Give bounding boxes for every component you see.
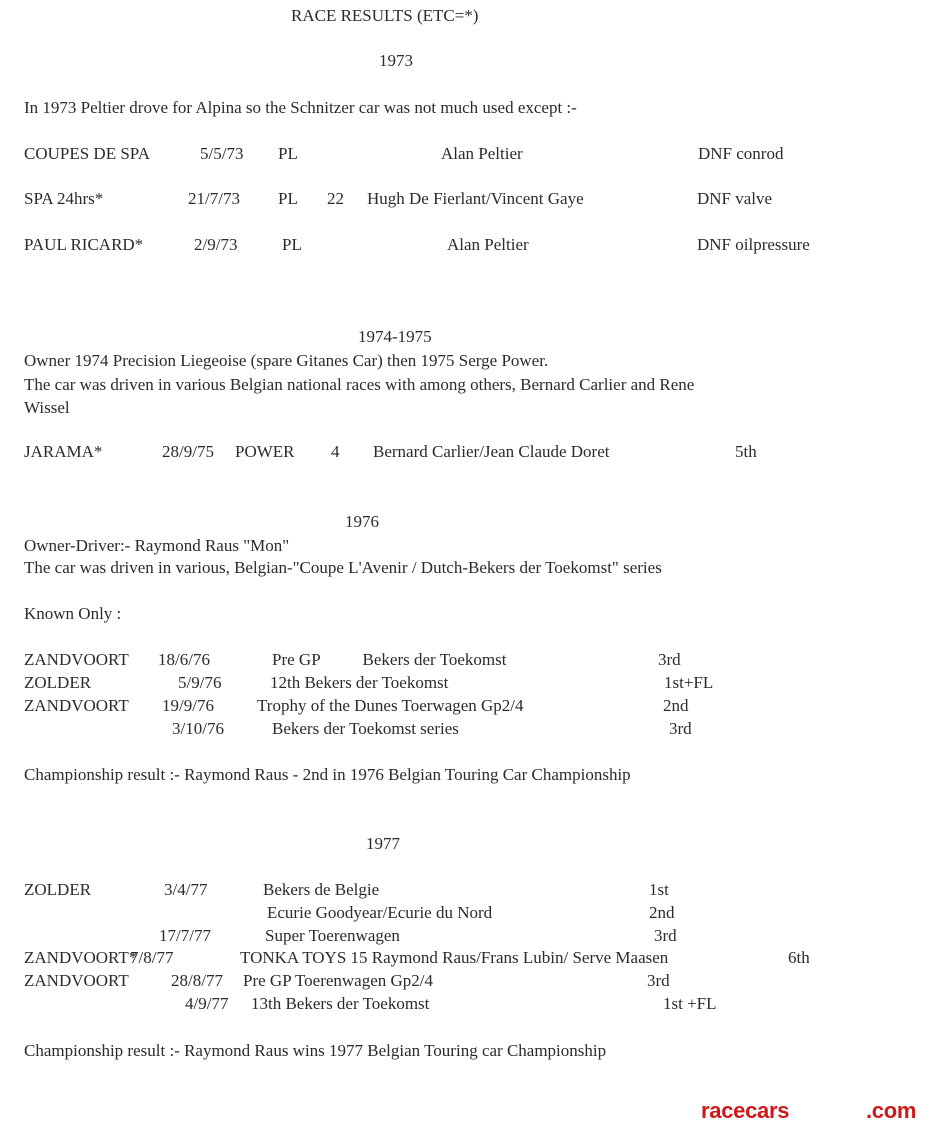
owner-line-1976: Owner-Driver:- Raymond Raus "Mon" (24, 536, 290, 555)
owner-line-1974: Owner 1974 Precision Liegeoise (spare Gitanes Car) then 1975 Serge Power. (24, 351, 549, 370)
watermark-suffix: .com (866, 1098, 917, 1123)
page-title: RACE RESULTS (ETC=*) (291, 6, 479, 25)
year-heading-1973: 1973 (379, 51, 413, 70)
race-results-document: RACE RESULTS (ETC=*) 1973 In 1973 Peltier drove for Alpina so the Schnitzer car was not much used except :- COUPES DE SPA 5/5/73 PL Alan Peltier DNF conrod SPA 24hrs* 21/7/73 PL 22 Hugh De Fierlant/Vincent Gaye DNF valve PAUL RICARD* 2/9/73 PL Alan Peltier DNF oilpressure 1974-1975 Owner 1974 Precision Liegeoise (spare Gitanes Car) then 1975 Serge Power. The car was driven in various Belgian national races with among others, Bernard Carlier and Rene Wissel JARAMA* 28/9/75 POWER 4 Bernard Carlier/Jean Claude Doret 5th 1976 Owner-Driver:- Raymond Raus "Mon" The car was driven in various, Belgian-"Coupe L'Avenir / Dutch-Bekers der Toekomst" series Known Only : ZANDVOORT 18/6/76 Pre GP Bekers der Toekomst 3rd ZOLDER 5/9/76 12th Bekers der Toekomst 1st+FL ZANDVOORT 19/9/76 Trophy of the Dunes Toerwagen Gp2/4 2nd 3/10/76 Bekers der Toekomst series 3rd Championship result :- Raymond Raus - 2nd in 1976 Belgian Touring Car Championship 1977 ZOLDER 3/4/77 Bekers de Belgie 1st Ecurie Goodyear/Ecurie du Nord 2nd 17/7/77 Super Toerenwagen 3rd ZANDVOORT* 7/8/77 TONKA TOYS 15 Raymond Raus/Frans Lubin/ Serve Maasen 6th ZANDVOORT 28/8/77 Pre GP Toerenwagen Gp2/4 3rd 4/9/77 13th Bekers der Toekomst 1st +FL Championship result :- Raymond Raus wins 1977 Belgian Touring car Championship racecars .com (24, 6, 917, 1123)
watermark-brand: racecars (701, 1098, 790, 1123)
year-heading-1974-1975: 1974-1975 (358, 327, 432, 346)
championship-1977: Championship result :- Raymond Raus wins 1977 Belgian Touring car Championship (24, 1041, 607, 1060)
intro-1973: In 1973 Peltier drove for Alpina so the Schnitzer car was not much used except :- (24, 98, 577, 117)
known-only-label: Known Only : (24, 604, 122, 623)
description-1974: The car was driven in various Belgian national races with among others, Bernard Carlier and Rene (24, 375, 695, 394)
year-heading-1977: 1977 (366, 834, 400, 853)
championship-1976: Championship result :- Raymond Raus - 2nd in 1976 Belgian Touring Car Championship (24, 765, 631, 784)
year-heading-1976: 1976 (345, 512, 379, 531)
description-1976: The car was driven in various, Belgian-"Coupe L'Avenir / Dutch-Bekers der Toekomst" series (24, 558, 662, 577)
description-1974-cont: Wissel (24, 398, 70, 417)
